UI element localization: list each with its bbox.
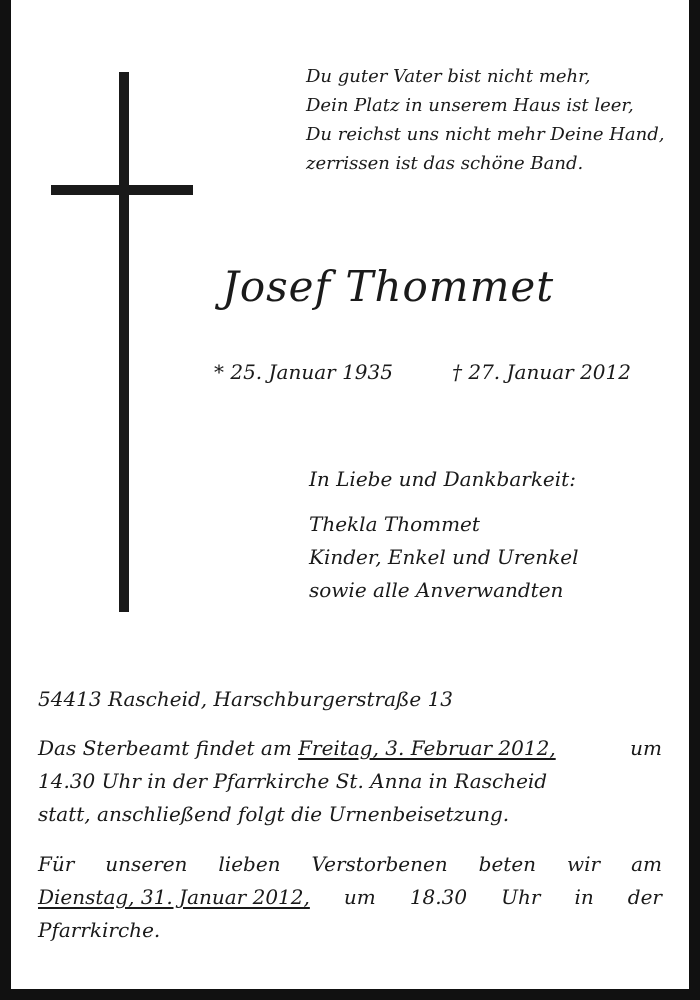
- deceased-name: Josef Thommet: [222, 262, 555, 311]
- word: am: [631, 852, 662, 876]
- mourner-line: sowie alle Anverwandten: [309, 578, 564, 602]
- paragraph-line: [38, 732, 662, 765]
- word: Uhr: [501, 885, 541, 909]
- word: wir: [567, 852, 601, 876]
- death-date: † 27. Januar 2012: [452, 360, 631, 384]
- mourners-intro: In Liebe und Dankbarkeit:: [309, 467, 576, 491]
- paragraph-line: [38, 881, 662, 914]
- cross-horizontal-bar: [51, 185, 193, 195]
- word: Verstorbenen: [311, 852, 448, 876]
- poem-line: zerrissen ist das schöne Band.: [306, 153, 584, 174]
- funeral-mass-paragraph: [38, 732, 662, 831]
- mourner-line: Kinder, Enkel und Urenkel: [309, 545, 579, 569]
- word: 18.30: [409, 885, 468, 909]
- word: lieben: [218, 852, 281, 876]
- word: beten: [478, 852, 537, 876]
- poem-line: Dein Platz in unserem Haus ist leer,: [306, 95, 634, 116]
- word: unseren: [105, 852, 188, 876]
- border-right: [689, 0, 700, 1000]
- mourners-block: [309, 463, 579, 607]
- word: Für: [38, 852, 75, 876]
- mourner-line: Thekla Thommet: [309, 512, 480, 536]
- poem-line: Du guter Vater bist nicht mehr,: [306, 66, 591, 87]
- address: 54413 Rascheid, Harschburgerstraße 13: [38, 687, 454, 711]
- poem-line: Du reichst uns nicht mehr Deine Hand,: [306, 124, 665, 145]
- paragraph-line: statt, anschließend folgt die Urnenbeisetzung.: [38, 802, 510, 826]
- text-span: Das Sterbeamt findet am: [38, 736, 299, 760]
- text-span: um: [630, 736, 662, 760]
- birth-date: * 25. Januar 1935: [214, 360, 393, 384]
- paragraph-line: 14.30 Uhr in der Pfarrkirche St. Anna in Rascheid: [38, 769, 548, 793]
- poem: [306, 62, 676, 178]
- word: in: [574, 885, 594, 909]
- funeral-date: Freitag, 3. Februar 2012,: [298, 736, 556, 760]
- cross-vertical-bar: [119, 72, 129, 612]
- paragraph-line: Pfarrkirche.: [38, 918, 161, 942]
- paragraph-line: [38, 848, 662, 881]
- border-bottom: [0, 989, 700, 1000]
- prayer-date: Dienstag, 31. Januar 2012,: [38, 885, 310, 909]
- word: der: [627, 885, 662, 909]
- word: um: [343, 885, 376, 909]
- prayer-paragraph: [38, 848, 662, 947]
- border-left: [0, 0, 11, 1000]
